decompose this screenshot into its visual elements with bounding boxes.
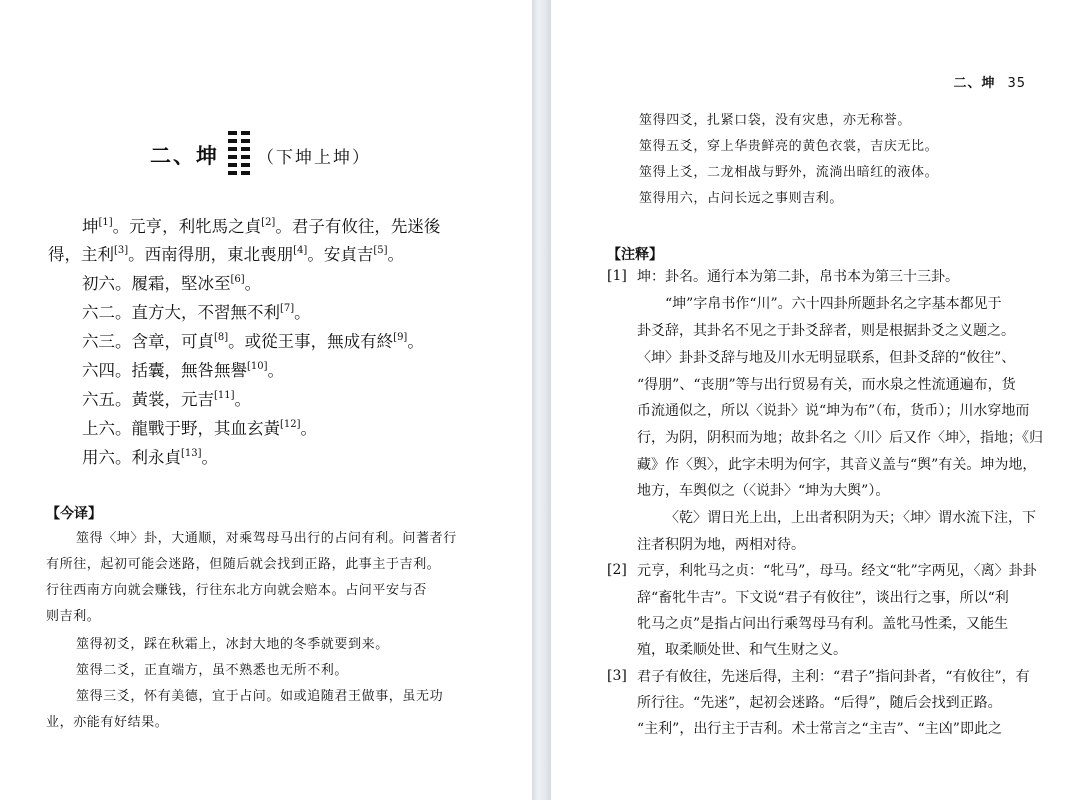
note-ref: [9]	[393, 332, 408, 343]
note-number: [2]	[607, 562, 627, 578]
note-number: [1]	[607, 268, 627, 284]
note-ref: [11]	[214, 390, 235, 401]
notes-heading: 【注释】	[607, 247, 663, 263]
classic-text: 。	[234, 390, 252, 409]
note-line: 元亨，利牝马之贞：“牝马”，母马。经文“牝”字两见，〈离〉卦卦	[637, 563, 1037, 579]
note-ref: [7]	[280, 303, 295, 314]
note-ref: [2]	[261, 217, 276, 228]
note-line: 藏》作〈舆〉，此字未明为何字，其音义盖与“舆”有关。坤为地，	[637, 457, 1037, 473]
kun-hexagram-icon	[228, 129, 250, 181]
translation-line: 筮得五爻，穿上华贵鲜亮的黄色衣裳，吉庆无比。	[639, 139, 939, 154]
chapter-subtitle: （下坤上坤）	[257, 147, 371, 168]
note-line: 地方，车舆似之（〈说卦〉“坤为大舆”）。	[637, 483, 890, 499]
note-line: 币流通似之，所以〈说卦〉说“坤为布”（布，货币）；川水穿地而	[637, 403, 1030, 419]
classic-line-2	[48, 240, 404, 270]
translation-line: 筮得初爻，踩在秋霜上，冰封大地的冬季就要到来。	[76, 637, 389, 652]
translation-line: 则吉利。	[46, 609, 101, 624]
classic-text: 。	[294, 303, 311, 322]
note-ref: [8]	[214, 332, 229, 343]
note-ref: [1]	[98, 217, 113, 228]
page-gutter	[532, 0, 551, 800]
classic-text: 。	[201, 448, 219, 467]
note-line: 〈乾〉谓日光上出，上出者积阴为天；〈坤〉谓水流下注，下	[665, 510, 1036, 526]
left-page	[0, 0, 532, 800]
translation-line: 行往西南方向就会赚钱，行往东北方向就会赔本。占问平安与否	[46, 583, 427, 598]
classic-text: 。或從王事，無成有終	[228, 332, 394, 351]
right-page	[551, 0, 1088, 800]
note-ref: [5]	[373, 245, 388, 256]
note-ref: [6]	[230, 274, 245, 285]
classic-text: 六二。直方大，不習無不利	[82, 303, 280, 322]
note-ref: [10]	[247, 361, 268, 372]
classic-text: 六三。含章，可貞	[82, 332, 214, 351]
translation-heading: 【今译】	[46, 506, 102, 522]
classic-text: 用六。利永貞	[82, 448, 181, 467]
classic-line-3	[82, 269, 261, 299]
classic-line-9	[82, 443, 218, 473]
classic-line-4	[82, 298, 311, 328]
note-line: 〈坤〉卦卦爻辞与地及川水无明显联系，但卦爻辞的“攸往”、	[637, 350, 1016, 366]
classic-text: 六五。黃裳，元吉	[82, 390, 214, 409]
note-line: 坤：卦名。通行本为第二卦，帛书本为第三十三卦。	[637, 269, 959, 285]
classic-text: 。	[387, 245, 405, 264]
classic-line-8	[82, 414, 317, 444]
translation-line: 筮得〈坤〉卦，大通顺，对乘驾母马出行的占问有利。问蓍者行	[76, 531, 457, 546]
translation-line: 有所往，起初可能会迷路，但随后就会找到正路，此事主于吉利。	[46, 557, 441, 572]
translation-line: 业，亦能有好结果。	[46, 715, 169, 730]
note-line: 君子有攸往，先迷后得，主利：“君子”指问卦者，“有攸往”，有	[637, 669, 1030, 685]
classic-text: 初六。履霜，堅冰至	[82, 274, 231, 293]
note-line: 注者积阴为地，两相对待。	[637, 537, 805, 553]
classic-text: 。	[300, 419, 318, 438]
classic-line-6	[82, 356, 284, 386]
note-line: “得朋”、“丧朋”等与出行贸易有关，而水泉之性流通遍布，货	[637, 377, 1016, 393]
chapter-title-text: 二、坤	[150, 143, 219, 168]
note-number: [3]	[607, 668, 627, 684]
classic-text: 。君子有攸往，先迷後	[275, 217, 441, 236]
classic-text: 坤	[82, 217, 99, 236]
translation-line: 筮得上爻，二龙相战与野外，流淌出暗红的液体。	[639, 165, 939, 180]
note-line: 辞“畜牝牛吉”。下文说“君子有攸往”，谈出行之事，所以“利	[637, 590, 1009, 606]
note-ref: [4]	[293, 245, 308, 256]
note-line: “坤”字帛书作“川”。六十四卦所题卦名之字基本都见于	[665, 296, 1002, 312]
classic-text: 。	[244, 274, 262, 293]
classic-text: 。	[407, 332, 424, 351]
classic-text: 得，主利	[48, 245, 114, 264]
translation-line: 筮得四爻，扎紧口袋，没有灾患，亦无称誉。	[639, 113, 912, 128]
classic-text: 。	[267, 361, 285, 380]
note-line: 牝马之贞”是指占问出行乘驾母马有利。盖牝马性柔，又能生	[637, 616, 1009, 632]
classic-text: 。西南得朋，東北喪朋	[128, 245, 294, 264]
classic-text: 。元亨，利牝馬之貞	[112, 217, 262, 236]
translation-line: 筮得二爻，正直端方，虽不熟悉也无所不利。	[76, 663, 349, 678]
running-header	[953, 72, 1026, 91]
chapter-title	[150, 130, 371, 180]
translation-line: 筮得用六，占问长远之事则吉利。	[639, 191, 844, 206]
classic-line-1	[82, 212, 440, 242]
note-line: 殖，取柔顺处世、和气生财之义。	[637, 642, 847, 658]
note-line: “主利”，出行主于吉利。术士常言之“主吉”、“主凶”即此之	[637, 721, 1002, 737]
note-ref: [12]	[280, 419, 301, 430]
note-ref: [13]	[181, 448, 202, 459]
note-line: 卦爻辞，其卦名不见之于卦爻辞者，则是根据卦爻之义题之。	[637, 323, 1015, 339]
classic-text: 。安貞吉	[307, 245, 374, 264]
classic-line-5	[82, 327, 424, 357]
classic-text: 六四。括囊，無咎無譽	[82, 361, 247, 380]
note-line: 行，为阴，阴积而为地；故卦名之〈川〉后又作〈坤〉，指地；《归	[637, 430, 1043, 446]
classic-text: 上六。龍戰于野，其血玄黃	[82, 419, 280, 438]
page-number: 35	[1007, 76, 1026, 91]
note-line: 所行往。“先迷”，起初会迷路。“后得”，随后会找到正路。	[637, 695, 1002, 711]
running-head-title: 二、坤	[953, 76, 996, 91]
classic-line-7	[82, 385, 251, 415]
translation-line: 筮得三爻，怀有美德，宜于占问。如或追随君王做事，虽无功	[76, 689, 444, 704]
note-ref: [3]	[114, 245, 129, 256]
